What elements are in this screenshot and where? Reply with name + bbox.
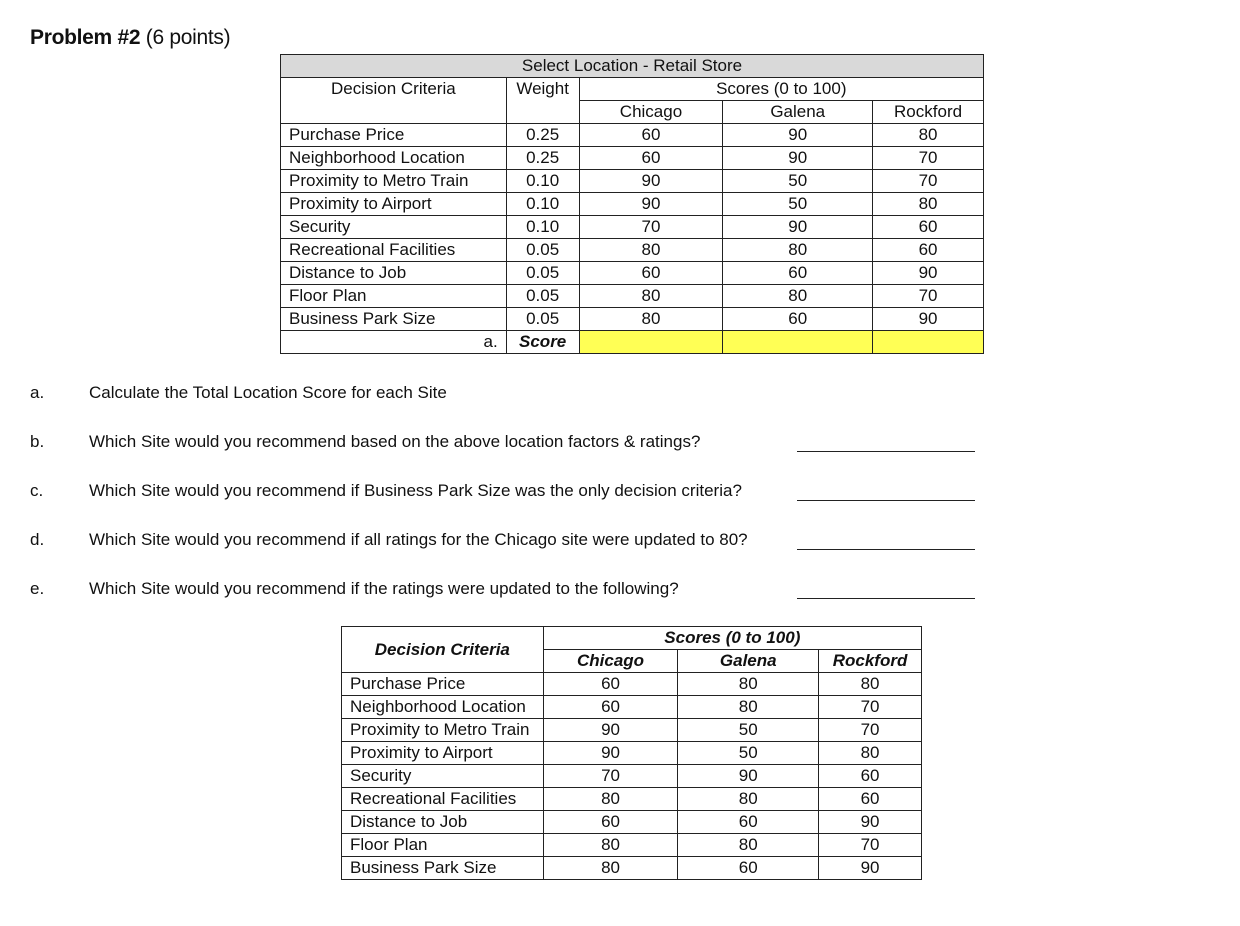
criteria-cell: Floor Plan: [281, 285, 507, 308]
weight-cell: 0.10: [506, 216, 579, 239]
score-galena: 80: [723, 285, 873, 308]
score-chicago: 70: [579, 216, 723, 239]
table-row: [281, 170, 984, 193]
weight-cell: 0.05: [506, 285, 579, 308]
question-letter: b.: [30, 432, 45, 451]
updated-ratings-table: [341, 626, 922, 880]
weight-cell: 0.25: [506, 124, 579, 147]
site-header-galena: Galena: [678, 650, 819, 673]
weight-cell: 0.05: [506, 239, 579, 262]
score-rockford: 70: [873, 147, 984, 170]
criteria-cell: Purchase Price: [342, 673, 544, 696]
table-row: [342, 742, 922, 765]
table-row: [342, 834, 922, 857]
scores-header: Scores (0 to 100): [579, 78, 983, 101]
scores-header: Scores (0 to 100): [543, 627, 921, 650]
score-galena: 90: [723, 124, 873, 147]
question-letter: e.: [30, 579, 45, 598]
score-chicago: 70: [543, 765, 678, 788]
score-cell-galena[interactable]: [723, 331, 873, 354]
score-rockford: 80: [873, 124, 984, 147]
criteria-cell: Distance to Job: [342, 811, 544, 834]
score-rockford: 60: [873, 239, 984, 262]
criteria-cell: Neighborhood Location: [342, 696, 544, 719]
question-text: Which Site would you recommend if the ratings were updated to the following?: [89, 579, 679, 598]
score-cell-rockford[interactable]: [873, 331, 984, 354]
table-row: [342, 857, 922, 880]
score-cell-chicago[interactable]: [579, 331, 723, 354]
score-galena: 60: [678, 857, 819, 880]
weight-cell: 0.05: [506, 262, 579, 285]
problem-title-bold: Problem #2: [30, 26, 141, 49]
question-text: Which Site would you recommend based on the above location factors & ratings?: [89, 432, 701, 451]
criteria-cell: Security: [281, 216, 507, 239]
problem-title-points: (6 points): [140, 26, 231, 49]
table-row: [281, 147, 984, 170]
score-galena: 50: [678, 719, 819, 742]
score-marker: a.: [281, 331, 507, 354]
criteria-cell: Purchase Price: [281, 124, 507, 147]
criteria-header: Decision Criteria: [342, 627, 544, 673]
table-row: [281, 193, 984, 216]
score-galena: 50: [723, 170, 873, 193]
score-rockford: 90: [873, 308, 984, 331]
score-chicago: 60: [543, 811, 678, 834]
criteria-cell: Floor Plan: [342, 834, 544, 857]
score-chicago: 80: [579, 308, 723, 331]
table-row: [342, 811, 922, 834]
table-row: [342, 788, 922, 811]
criteria-cell: Recreational Facilities: [281, 239, 507, 262]
score-rockford: 70: [819, 834, 922, 857]
score-galena: 60: [723, 308, 873, 331]
score-chicago: 60: [579, 147, 723, 170]
question-text: Which Site would you recommend if Business Park Size was the only decision criteria?: [89, 481, 742, 500]
criteria-cell: Proximity to Airport: [281, 193, 507, 216]
score-galena: 80: [678, 673, 819, 696]
score-chicago: 60: [579, 262, 723, 285]
score-chicago: 80: [543, 857, 678, 880]
score-chicago: 80: [543, 788, 678, 811]
score-chicago: 60: [579, 124, 723, 147]
table-row: [281, 124, 984, 147]
score-galena: 50: [678, 742, 819, 765]
score-rockford: 80: [819, 742, 922, 765]
weight-cell: 0.05: [506, 308, 579, 331]
table-row: [281, 262, 984, 285]
criteria-cell: Business Park Size: [342, 857, 544, 880]
site-header-galena: Galena: [723, 101, 873, 124]
score-chicago: 80: [579, 285, 723, 308]
problem-title: [30, 26, 230, 50]
score-rockford: 60: [819, 788, 922, 811]
score-galena: 90: [723, 147, 873, 170]
score-rockford: 80: [819, 673, 922, 696]
question-text: Calculate the Total Location Score for each Site: [89, 383, 447, 402]
question-letter: a.: [30, 383, 45, 402]
score-galena: 80: [678, 788, 819, 811]
score-rockford: 70: [873, 285, 984, 308]
question-letter: d.: [30, 530, 45, 549]
score-galena: 60: [678, 811, 819, 834]
criteria-cell: Neighborhood Location: [281, 147, 507, 170]
score-rockford: 60: [873, 216, 984, 239]
weight-cell: 0.10: [506, 170, 579, 193]
criteria-cell: Distance to Job: [281, 262, 507, 285]
score-galena: 80: [678, 696, 819, 719]
score-galena: 50: [723, 193, 873, 216]
score-chicago: 90: [579, 170, 723, 193]
question-letter: c.: [30, 481, 44, 500]
score-galena: 90: [678, 765, 819, 788]
site-header-rockford: Rockford: [873, 101, 984, 124]
score-chicago: 90: [543, 742, 678, 765]
table-row: [281, 216, 984, 239]
score-galena: 60: [723, 262, 873, 285]
site-header-chicago: Chicago: [579, 101, 723, 124]
score-chicago: 60: [543, 673, 678, 696]
score-chicago: 80: [543, 834, 678, 857]
answer-blank[interactable]: [797, 549, 975, 550]
criteria-cell: Recreational Facilities: [342, 788, 544, 811]
weight-header: Weight: [506, 78, 579, 124]
table-row: [281, 308, 984, 331]
weight-cell: 0.25: [506, 147, 579, 170]
answer-blank[interactable]: [797, 598, 975, 599]
criteria-cell: Security: [342, 765, 544, 788]
score-chicago: 90: [579, 193, 723, 216]
site-header-rockford: Rockford: [819, 650, 922, 673]
site-header-chicago: Chicago: [543, 650, 678, 673]
score-rockford: 90: [819, 857, 922, 880]
question-text: Which Site would you recommend if all ratings for the Chicago site were updated to 80?: [89, 530, 748, 549]
criteria-header: Decision Criteria: [281, 78, 507, 124]
table-row: [342, 719, 922, 742]
score-chicago: 80: [579, 239, 723, 262]
table-row: [342, 673, 922, 696]
criteria-cell: Proximity to Airport: [342, 742, 544, 765]
table-banner: Select Location - Retail Store: [281, 55, 984, 78]
criteria-cell: Proximity to Metro Train: [281, 170, 507, 193]
weight-cell: 0.10: [506, 193, 579, 216]
score-chicago: 90: [543, 719, 678, 742]
score-rockford: 80: [873, 193, 984, 216]
score-galena: 90: [723, 216, 873, 239]
score-label: Score: [506, 331, 579, 354]
criteria-cell: Business Park Size: [281, 308, 507, 331]
score-rockford: 60: [819, 765, 922, 788]
table-row: [342, 696, 922, 719]
answer-blank[interactable]: [797, 451, 975, 452]
score-galena: 80: [723, 239, 873, 262]
score-galena: 80: [678, 834, 819, 857]
answer-blank[interactable]: [797, 500, 975, 501]
score-rockford: 70: [819, 696, 922, 719]
score-rockford: 70: [819, 719, 922, 742]
score-rockford: 90: [873, 262, 984, 285]
criteria-cell: Proximity to Metro Train: [342, 719, 544, 742]
table-row: [281, 285, 984, 308]
score-chicago: 60: [543, 696, 678, 719]
table-row: [281, 239, 984, 262]
score-rockford: 90: [819, 811, 922, 834]
location-table: [280, 54, 984, 354]
score-rockford: 70: [873, 170, 984, 193]
table-row: [342, 765, 922, 788]
